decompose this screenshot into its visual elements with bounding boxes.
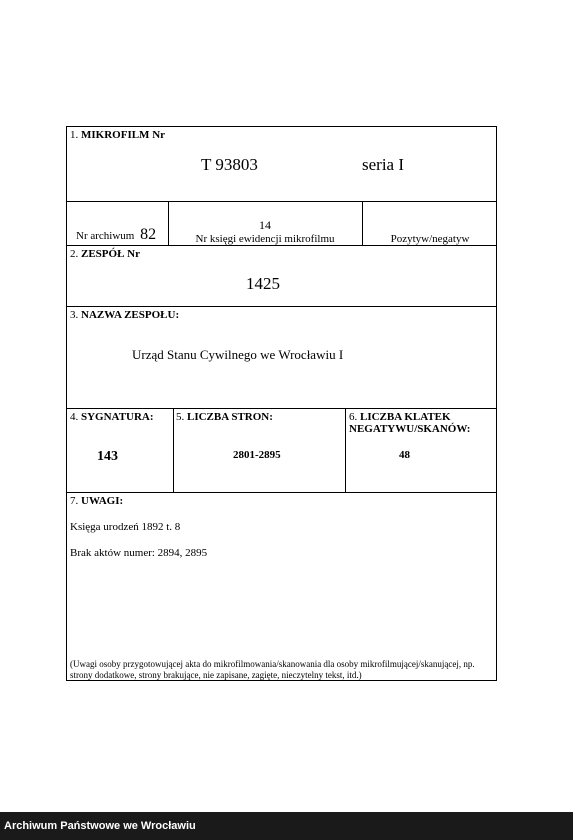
section-title: LICZBA KLATEK bbox=[360, 411, 451, 423]
footnote-line: (Uwagi osoby przygotowującej akta do mikrofilmowania/skanowania dla osoby mikrofilmującej/skanującej, np. bbox=[70, 659, 475, 669]
fonds-name-label bbox=[70, 309, 179, 321]
section-signature-pages-frames bbox=[67, 409, 496, 493]
section-fonds-number bbox=[67, 246, 496, 307]
remarks-label bbox=[70, 495, 123, 507]
section-title: NEGATYWU/SKANÓW: bbox=[349, 423, 471, 435]
microfilm-label bbox=[70, 129, 165, 141]
section-title: ZESPÓŁ Nr bbox=[81, 248, 140, 260]
section-archive-info bbox=[67, 202, 496, 246]
book-number-label: Nr księgi ewidencji mikrofilmu bbox=[195, 233, 335, 245]
archive-number-value: 82 bbox=[140, 226, 157, 243]
section-number: 7. bbox=[70, 495, 79, 507]
section-number: 2. bbox=[70, 248, 79, 260]
fonds-name-value: Urząd Stanu Cywilnego we Wrocławiu I bbox=[132, 347, 344, 362]
section-number: 4. bbox=[70, 411, 79, 423]
frames-label bbox=[349, 411, 470, 435]
section-title: NAZWA ZESPOŁU: bbox=[81, 309, 180, 321]
section-title: UWAGI: bbox=[81, 495, 124, 507]
pages-label bbox=[176, 411, 273, 423]
archive-footer: Archiwum Państwowe we Wrocławiu bbox=[0, 812, 573, 840]
divider bbox=[173, 409, 174, 492]
microfilm-form bbox=[66, 126, 497, 681]
frames-value: 48 bbox=[399, 449, 410, 461]
signature-value: 143 bbox=[97, 449, 118, 464]
fonds-number-value: 1425 bbox=[246, 274, 280, 293]
divider bbox=[345, 409, 346, 492]
microfilm-number: T 93803 bbox=[201, 155, 258, 174]
footnote-line: strony dodatkowe, strony brakujące, nie zapisane, zagięte, nieczytelny tekst, itd.) bbox=[70, 670, 362, 680]
pages-value: 2801-2895 bbox=[233, 449, 281, 461]
section-remarks bbox=[67, 493, 496, 682]
section-fonds-name bbox=[67, 307, 496, 409]
section-microfilm bbox=[67, 127, 496, 202]
archive-number-label: Nr archiwum bbox=[76, 230, 135, 242]
section-number: 6. bbox=[349, 411, 358, 423]
section-title: LICZBA STRON: bbox=[187, 411, 273, 423]
positive-negative-label: Pozytyw/negatyw bbox=[390, 233, 470, 245]
remarks-footnote bbox=[70, 659, 495, 681]
signature-label bbox=[70, 411, 154, 423]
section-number: 3. bbox=[70, 309, 79, 321]
section-title: MIKROFILM Nr bbox=[81, 129, 166, 141]
section-number: 1. bbox=[70, 129, 79, 141]
series-value: seria I bbox=[362, 155, 405, 174]
archive-number-cell bbox=[76, 228, 156, 243]
section-number: 5. bbox=[176, 411, 185, 423]
fonds-number-label bbox=[70, 248, 140, 260]
remark-line: Księga urodzeń 1892 t. 8 bbox=[70, 521, 181, 533]
remark-line: Brak aktów numer: 2894, 2895 bbox=[70, 547, 208, 559]
section-title: SYGNATURA: bbox=[81, 411, 154, 423]
book-number-value: 14 bbox=[259, 218, 271, 232]
